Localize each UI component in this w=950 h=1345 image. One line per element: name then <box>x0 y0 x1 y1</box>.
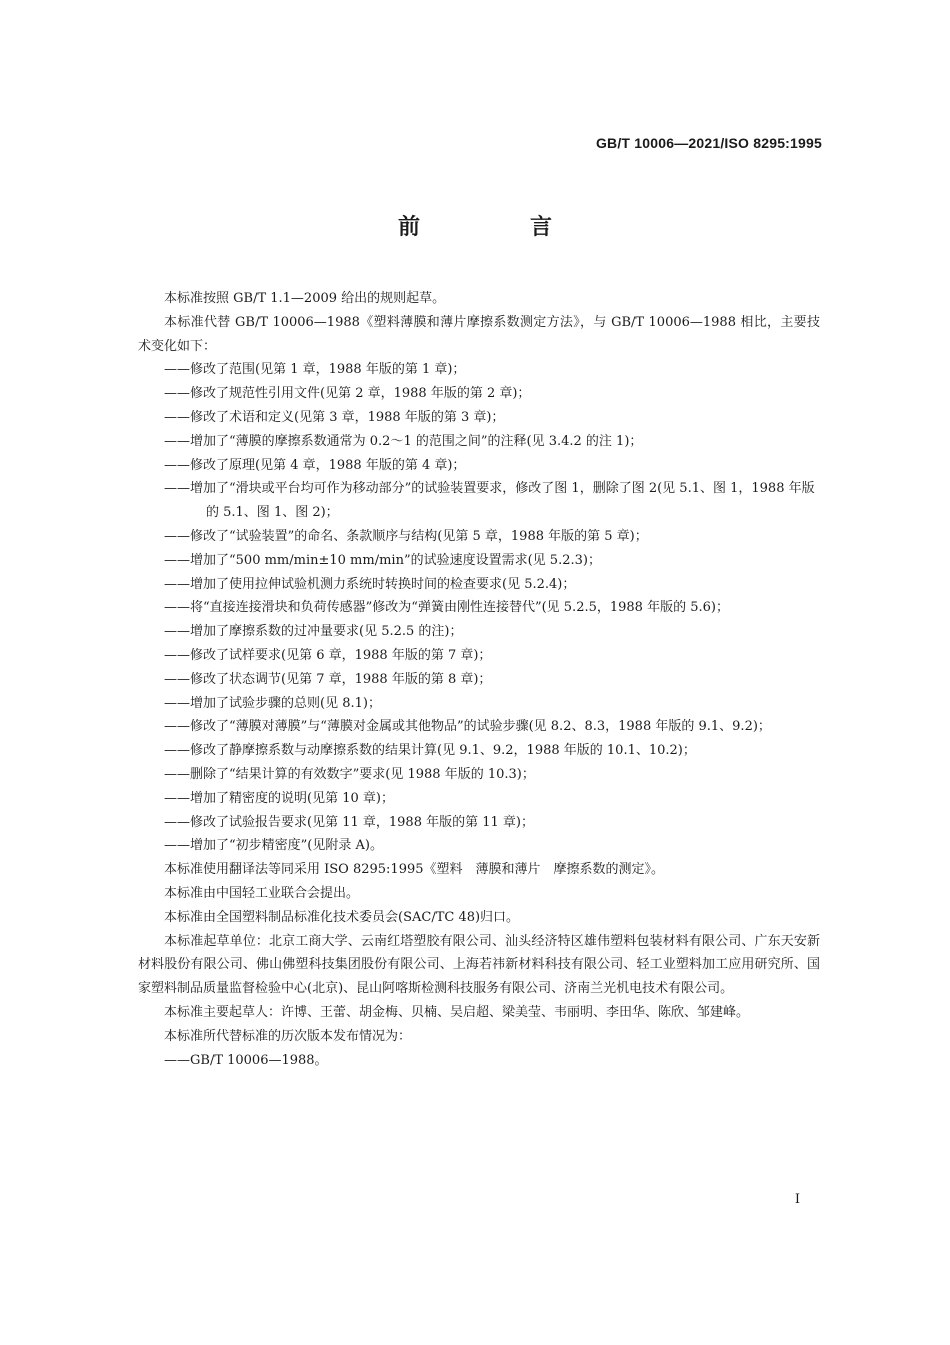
document-body <box>138 287 820 1072</box>
list-item: ——增加了摩擦系数的过冲量要求(见 5.2.5 的注)； <box>164 624 463 640</box>
list-item: ——修改了“薄膜对薄膜”与“薄膜对金属或其他物品”的试验步骤(见 8.2、8.3，1988 年版的 9.1、9.2)； <box>164 719 771 735</box>
paragraph: 本标准代替 GB/T 10006—1988《塑料薄膜和薄片摩擦系数测定方法》，与 GB/T 10006—1988 相比，主要技术变化如下： <box>138 314 820 354</box>
list-item: ——修改了静摩擦系数与动摩擦系数的结果计算(见 9.1、9.2，1988 年版的 10.1、10.2)； <box>164 743 696 759</box>
list-item: ——修改了规范性引用文件(见第 2 章，1988 年版的第 2 章)； <box>164 386 531 402</box>
paragraph: 本标准由全国塑料制品标准化技术委员会(SAC/TC 48)归口。 <box>164 909 520 925</box>
list-item: ——增加了使用拉伸试验机测力系统时转换时间的检查要求(见 5.2.4)； <box>164 576 576 592</box>
list-item: ——增加了“初步精密度”(见附录 A)。 <box>164 838 383 854</box>
list-item: ——增加了“500 mm/min±10 mm/min”的试验速度设置需求(见 5.2.3)； <box>164 552 601 568</box>
page-title: 前 言 <box>397 215 596 240</box>
list-item: ——增加了精密度的说明(见第 10 章)； <box>164 790 394 806</box>
paragraph: 本标准所代替标准的历次版本发布情况为： <box>164 1028 412 1044</box>
history-list <box>138 1049 820 1073</box>
standard-code: GB/T 10006—2021/ISO 8295:1995 <box>595 135 822 151</box>
list-item: ——增加了试验步骤的总则(见 8.1)； <box>164 695 381 711</box>
list-item: ——修改了试验报告要求(见第 11 章，1988 年版的第 11 章)； <box>164 814 534 830</box>
change-list <box>138 358 820 858</box>
paragraph: 本标准由中国轻工业联合会提出。 <box>164 885 360 901</box>
list-item: ——修改了术语和定义(见第 3 章，1988 年版的第 3 章)； <box>164 409 505 425</box>
paragraph: 本标准按照 GB/T 1.1—2009 给出的规则起草。 <box>164 291 446 306</box>
list-item: ——增加了“滑块或平台均可作为移动部分”的试验装置要求，修改了图 1，删除了图 2(见 5.1、图 1，1988 年版的 5.1、图 1、图 2)； <box>164 481 815 521</box>
list-item: ——修改了试样要求(见第 6 章，1988 年版的第 7 章)； <box>164 647 492 663</box>
list-item: ——GB/T 10006—1988。 <box>164 1052 328 1068</box>
paragraph: 本标准使用翻译法等同采用 ISO 8295:1995《塑料 薄膜和薄片 摩擦系数的测定》。 <box>164 862 665 878</box>
paragraph: 本标准主要起草人：许博、王蕾、胡金梅、贝楠、吴启超、梁美莹、韦丽明、李田华、陈欣、邹建峰。 <box>164 1004 750 1020</box>
list-item: ——增加了“薄膜的摩擦系数通常为 0.2～1 的范围之间”的注释(见 3.4.2 的注 1)； <box>164 433 643 449</box>
list-item: ——删除了“结果计算的有效数字”要求(见 1988 年版的 10.3)； <box>164 766 535 782</box>
list-item: ——修改了原理(见第 4 章，1988 年版的第 4 章)； <box>164 457 466 473</box>
list-item: ——修改了“试验装置”的命名、条款顺序与结构(见第 5 章，1988 年版的第 5 章)； <box>164 528 648 544</box>
list-item: ——修改了状态调节(见第 7 章，1988 年版的第 8 章)； <box>164 671 492 687</box>
list-item: ——修改了范围(见第 1 章，1988 年版的第 1 章)； <box>164 362 466 378</box>
list-item: ——将“直接连接滑块和负荷传感器”修改为“弹簧由刚性连接替代”(见 5.2.5，1988 年版的 5.6)； <box>164 600 729 616</box>
paragraph: 本标准起草单位：北京工商大学、云南红塔塑胶有限公司、汕头经济特区雄伟塑料包装材料有限公司、广东天安新材料股份有限公司、佛山佛塑科技集团股份有限公司、上海若祎新材料科技有限公司、轻工业塑料加工应用研究所、国家塑料制品质量监督检验中心(北京)、昆山阿喀斯检测科技服务有限公司、济南兰光机电技术有限公司。 <box>138 933 820 997</box>
page-number: I <box>794 1192 800 1207</box>
